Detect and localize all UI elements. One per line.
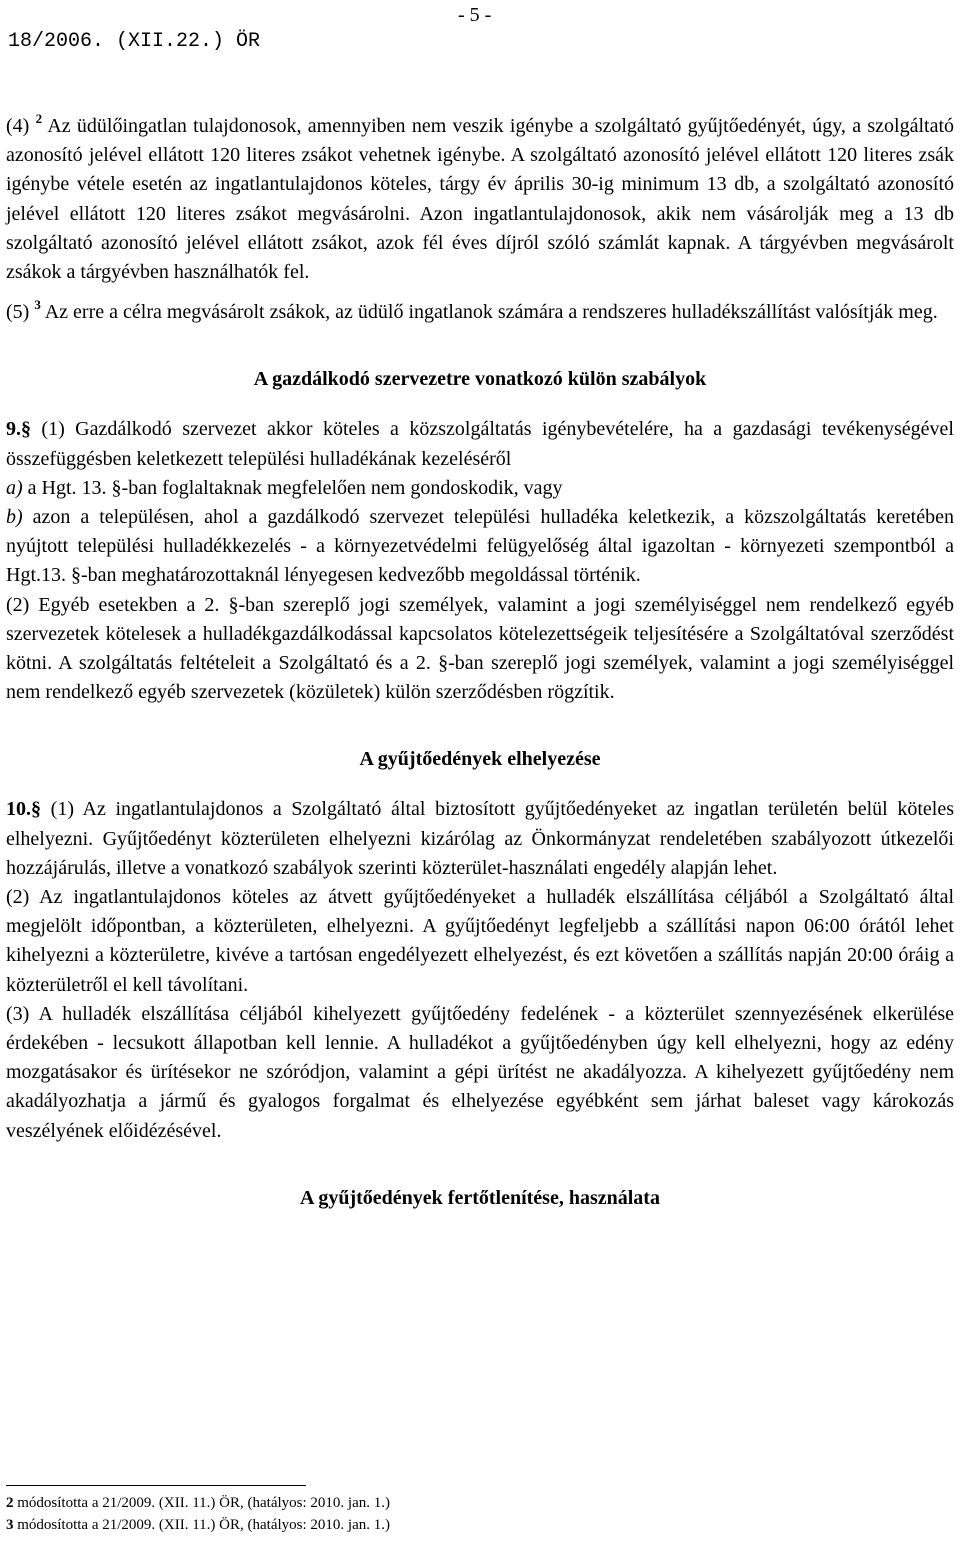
paragraph-text: (1) Gazdálkodó szervezet akkor köteles a közszolgáltatás igénybevételére, ha a gazdasági tevékenységével összefüggésben keletkezett települési hulladékának kezeléséről <box>6 418 954 470</box>
section-number: 9. <box>6 418 21 441</box>
paragraph-5 <box>6 298 954 327</box>
section-sign: § <box>31 798 41 821</box>
paragraph-text: (1) Az ingatlantulajdonos a Szolgáltató által biztosított gyűjtőedényeket az ingatlan területén belül köteles elhelyezni. Gyűjtőedényt közterületen elhelyezni kizárólag az Önkormányzat rendeletében szabályozott útkezelői hozzájárulás, illetve a vonatkozó szabályok szerinti közterület-használati engedély alapján lehet. <box>6 798 955 879</box>
page-number: - 5 - <box>458 4 492 26</box>
section-number: 10. <box>6 798 31 821</box>
footnote-text: módosította a 21/2009. (XII. 11.) ÖR, (hatályos: 2010. jan. 1.) <box>17 1495 390 1511</box>
section-9-item-a <box>6 474 954 503</box>
item-label: a) <box>6 476 23 499</box>
paragraph-4 <box>6 112 954 287</box>
footnote-number: 2 <box>6 1495 14 1511</box>
section-heading-placement: A gyűjtőedények elhelyezése <box>359 748 601 771</box>
document-id: 18/2006. (XII.22.) ÖR <box>8 30 261 53</box>
item-text: azon a településen, ahol a gazdálkodó szervezet települési hulladéka keletkezik, a közszolgáltatás keretében nyújtott települési hulladékkezelés - a környezetvédelmi felügyelőség által igazoltan - környezeti szempontból a Hgt.13. §-ban meghatározottaknál lényegesen kedvezőbb megoldással történik. <box>6 506 954 587</box>
item-label: b) <box>6 506 23 529</box>
paragraph-text: Az erre a célra megvásárolt zsákok, az üdülő ingatlanok számára a rendszeres hulladékszállítást valósítják meg. <box>44 301 938 324</box>
section-sign: § <box>21 418 31 441</box>
section-10-para-1 <box>6 795 954 883</box>
paragraph-text: Az üdülőingatlan tulajdonosok, amennyiben nem veszik igénybe a szolgáltató gyűjtőedényét, úgy, a szolgáltató azonosító jelével ellátott 120 literes zsákot vehetnek igénybe. A szolgáltató azonosító jelével ellátott 120 literes zsák igénybe vétele esetén az ingatlantulajdonos köteles, tárgy év április 30-ig minimum 13 db, a szolgáltató azonosító jelével ellátott 120 literes zsákot megvásárolni. Azon ingatlantulajdonosok, akik nem vásárolják meg a 13 db szolgáltató azonosító jelével ellátott zsákot, azok fél éves díjról szóló számlát kapnak. A tárgyévben megvásárolt zsákok a tárgyévben használhatók fel. <box>6 115 955 284</box>
section-10-para-3: (3) A hulladék elszállítása céljából kihelyezett gyűjtőedény fedelének - a közterület szennyezésének elkerülése érdekében - lecsukott állapotban kell lennie. A hulladékot a gyűjtőedényben úgy kell elhelyezni, hogy az edény mozgatásakor és ürítésekor ne szóródjon, valamint a gépi ürítést ne akadályozza. A kihelyezett gyűjtőedény nem akadályozhatja a jármű és gyalogos forgalmat és elhelyezése egyébként sem járhat baleset vagy károkozás veszélyének előidézésével. <box>6 1002 954 1142</box>
footnote-item <box>6 1492 954 1514</box>
section-9-item-b <box>6 503 954 591</box>
paragraph-number: (5) <box>6 301 30 324</box>
footnote-item <box>6 1514 954 1536</box>
footnote-ref[interactable]: 3 <box>34 297 41 313</box>
footnotes <box>6 1485 954 1536</box>
section-9-para-2: (2) Egyéb esetekben a 2. §-ban szereplő jogi személyek, valamint a jogi személyiséggel nem rendelkező egyéb szervezetek kötelesek a hulladékgazdálkodással kapcsolatos kötelezettségeik teljesítésére a Szolgáltatóval szerződést kötni. A szolgáltatás feltételeit a Szolgáltató és a 2. §-ban szereplő jogi személyek, valamint a jogi személyiséggel nem rendelkező egyéb szervezetek (közületek) külön szerződésben rögzítik. <box>6 593 954 704</box>
section-10-para-2: (2) Az ingatlantulajdonos köteles az átvett gyűjtőedényeket a hulladék elszállítása céljából a Szolgáltató által megjelölt időpontban, a közterületen, elhelyezni. A gyűjtőedényt legfeljebb a szállítási napon 06:00 órától lehet kihelyezni a közterületre, kivéve a tartósan engedélyezett elhelyezést, és ezt követően a szállítás napján 20:00 óráig a közterületről el kell távolítani. <box>6 886 954 996</box>
section-heading-business: A gazdálkodó szervezetre vonatkozó külön szabályok <box>253 368 707 391</box>
footnote-ref[interactable]: 2 <box>35 111 43 126</box>
document-body <box>6 112 954 1213</box>
paragraph-number: (4) <box>6 115 30 137</box>
section-9-para-1 <box>6 415 954 473</box>
section-heading-disinfection: A gyűjtőedények fertőtlenítése, használata <box>300 1186 660 1209</box>
footnote-text: módosította a 21/2009. (XII. 11.) ÖR, (hatályos: 2010. jan. 1.) <box>17 1517 390 1533</box>
item-text: a Hgt. 13. §-ban foglaltaknak megfelelően nem gondoskodik, vagy <box>27 476 563 499</box>
footnote-divider <box>6 1485 306 1486</box>
page-header <box>6 4 954 53</box>
footnote-number: 3 <box>6 1517 14 1533</box>
